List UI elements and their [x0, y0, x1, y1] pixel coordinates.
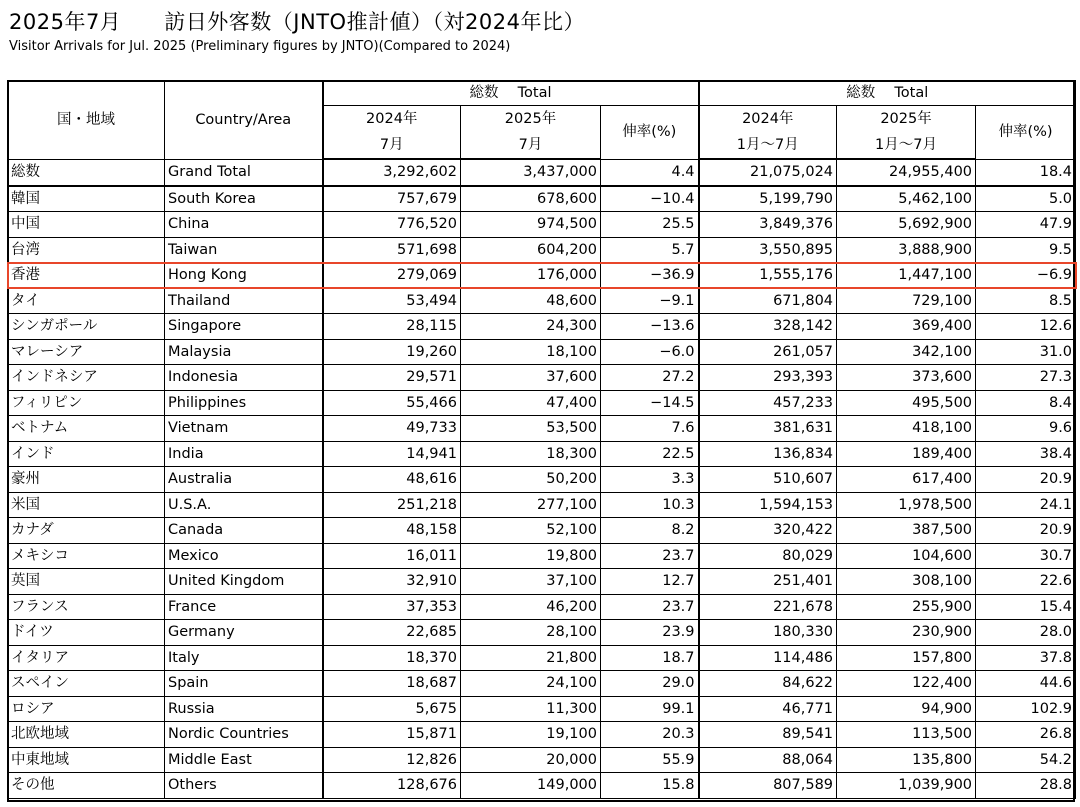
cell-2024-ytd: 381,631 — [699, 416, 837, 442]
cell-2025-ytd: 1,447,100 — [837, 263, 976, 289]
cell-2025-month: 48,600 — [461, 288, 601, 314]
cell-growth-month: 8.2 — [601, 518, 699, 544]
cell-growth-ytd: 54.2 — [976, 747, 1076, 773]
cell-2024-month: 37,353 — [323, 594, 461, 620]
cell-region-jp: マレーシア — [8, 339, 165, 365]
table-row — [8, 441, 1076, 467]
cell-2024-ytd: 46,771 — [699, 696, 837, 722]
cell-2024-ytd: 21,075,024 — [699, 159, 837, 186]
cell-region-en: China — [165, 212, 323, 238]
cell-growth-month: 22.5 — [601, 441, 699, 467]
cell-region-en: Taiwan — [165, 237, 323, 263]
cell-growth-ytd: 8.4 — [976, 390, 1076, 416]
cell-2025-ytd: 255,900 — [837, 594, 976, 620]
cell-2024-month: 19,260 — [323, 339, 461, 365]
cell-2025-ytd: 495,500 — [837, 390, 976, 416]
cell-2024-month: 28,115 — [323, 314, 461, 340]
table-row — [8, 288, 1076, 314]
cell-2025-ytd: 387,500 — [837, 518, 976, 544]
cell-growth-month: 29.0 — [601, 671, 699, 697]
cell-growth-ytd: 27.3 — [976, 365, 1076, 391]
cell-2024-month: 18,370 — [323, 645, 461, 671]
cell-2025-ytd: 369,400 — [837, 314, 976, 340]
table-row — [8, 263, 1076, 289]
cell-growth-month: 55.9 — [601, 747, 699, 773]
cell-growth-month: 23.7 — [601, 594, 699, 620]
cell-2024-month: 16,011 — [323, 543, 461, 569]
cell-region-en: Hong Kong — [165, 263, 323, 289]
cell-growth-month: −14.5 — [601, 390, 699, 416]
cell-growth-ytd: 20.9 — [976, 467, 1076, 493]
cell-2025-ytd: 5,462,100 — [837, 186, 976, 212]
header-group-ytd: 総数 Total — [699, 81, 1076, 106]
cell-region-jp: 米国 — [8, 492, 165, 518]
table-body — [8, 159, 1076, 798]
cell-growth-month: 5.7 — [601, 237, 699, 263]
cell-2025-month: 18,100 — [461, 339, 601, 365]
cell-2025-month: 24,100 — [461, 671, 601, 697]
table-row — [8, 159, 1076, 186]
cell-2025-ytd: 157,800 — [837, 645, 976, 671]
cell-region-en: Thailand — [165, 288, 323, 314]
cell-2025-month: 11,300 — [461, 696, 601, 722]
cell-growth-ytd: 28.8 — [976, 773, 1076, 799]
cell-region-en: Italy — [165, 645, 323, 671]
cell-2025-month: 18,300 — [461, 441, 601, 467]
cell-2025-ytd: 230,900 — [837, 620, 976, 646]
cell-growth-month: 3.3 — [601, 467, 699, 493]
cell-2024-ytd: 671,804 — [699, 288, 837, 314]
header-2024-month: 2024年 — [323, 106, 461, 133]
cell-2025-month: 37,600 — [461, 365, 601, 391]
cell-region-jp: ロシア — [8, 696, 165, 722]
cell-region-jp: カナダ — [8, 518, 165, 544]
cell-region-jp: インドネシア — [8, 365, 165, 391]
cell-2025-month: 24,300 — [461, 314, 601, 340]
table-row — [8, 594, 1076, 620]
cell-growth-month: 25.5 — [601, 212, 699, 238]
cell-2024-month: 55,466 — [323, 390, 461, 416]
cell-2025-ytd: 729,100 — [837, 288, 976, 314]
cell-2025-month: 20,000 — [461, 747, 601, 773]
cell-2025-ytd: 104,600 — [837, 543, 976, 569]
cell-2024-month: 15,871 — [323, 722, 461, 748]
cell-region-en: Russia — [165, 696, 323, 722]
cell-2025-month: 176,000 — [461, 263, 601, 289]
cell-2025-month: 604,200 — [461, 237, 601, 263]
cell-2024-ytd: 114,486 — [699, 645, 837, 671]
cell-2024-month: 48,158 — [323, 518, 461, 544]
table-row — [8, 314, 1076, 340]
cell-growth-month: 10.3 — [601, 492, 699, 518]
cell-2024-month: 279,069 — [323, 263, 461, 289]
cell-2024-month: 571,698 — [323, 237, 461, 263]
cell-growth-month: −36.9 — [601, 263, 699, 289]
header-2024-month-sub: 7月 — [323, 132, 461, 159]
cell-2024-month: 3,292,602 — [323, 159, 461, 186]
header-region-en: Country/Area — [165, 81, 323, 160]
cell-2025-ytd: 135,800 — [837, 747, 976, 773]
cell-2025-month: 19,800 — [461, 543, 601, 569]
cell-2025-month: 46,200 — [461, 594, 601, 620]
cell-growth-ytd: 24.1 — [976, 492, 1076, 518]
cell-growth-ytd: 9.6 — [976, 416, 1076, 442]
cell-2024-ytd: 221,678 — [699, 594, 837, 620]
table-row — [8, 492, 1076, 518]
cell-2025-month: 21,800 — [461, 645, 601, 671]
cell-growth-ytd: 28.0 — [976, 620, 1076, 646]
cell-2024-month: 251,218 — [323, 492, 461, 518]
cell-growth-ytd: 102.9 — [976, 696, 1076, 722]
header-2025-ytd-sub: 1月～7月 — [837, 132, 976, 159]
cell-growth-ytd: 15.4 — [976, 594, 1076, 620]
cell-2024-month: 757,679 — [323, 186, 461, 212]
cell-growth-ytd: 30.7 — [976, 543, 1076, 569]
cell-2024-ytd: 320,422 — [699, 518, 837, 544]
cell-region-en: Middle East — [165, 747, 323, 773]
cell-region-jp: その他 — [8, 773, 165, 799]
table-row — [8, 773, 1076, 799]
cell-2024-month: 22,685 — [323, 620, 461, 646]
cell-2025-month: 28,100 — [461, 620, 601, 646]
cell-growth-ytd: 44.6 — [976, 671, 1076, 697]
cell-2025-ytd: 189,400 — [837, 441, 976, 467]
cell-region-en: Germany — [165, 620, 323, 646]
table-row — [8, 518, 1076, 544]
cell-2025-ytd: 373,600 — [837, 365, 976, 391]
cell-2025-month: 149,000 — [461, 773, 601, 799]
cell-growth-month: −6.0 — [601, 339, 699, 365]
cell-growth-month: 20.3 — [601, 722, 699, 748]
cell-region-jp: 香港 — [8, 263, 165, 289]
cell-region-jp: ベトナム — [8, 416, 165, 442]
cell-region-en: U.S.A. — [165, 492, 323, 518]
cell-2024-ytd: 84,622 — [699, 671, 837, 697]
cell-2024-ytd: 3,849,376 — [699, 212, 837, 238]
cell-2024-month: 49,733 — [323, 416, 461, 442]
table-row — [8, 237, 1076, 263]
cell-2025-ytd: 342,100 — [837, 339, 976, 365]
cell-growth-ytd: 5.0 — [976, 186, 1076, 212]
cell-region-en: South Korea — [165, 186, 323, 212]
cell-region-en: United Kingdom — [165, 569, 323, 595]
table-row — [8, 365, 1076, 391]
cell-2024-ytd: 510,607 — [699, 467, 837, 493]
cell-2025-month: 47,400 — [461, 390, 601, 416]
cell-growth-ytd: 8.5 — [976, 288, 1076, 314]
cell-2024-ytd: 261,057 — [699, 339, 837, 365]
cell-growth-month: 15.8 — [601, 773, 699, 799]
cell-region-jp: 韓国 — [8, 186, 165, 212]
cell-region-en: Others — [165, 773, 323, 799]
cell-2024-ytd: 457,233 — [699, 390, 837, 416]
cell-region-jp: 中東地域 — [8, 747, 165, 773]
cell-2024-ytd: 80,029 — [699, 543, 837, 569]
cell-region-en: Australia — [165, 467, 323, 493]
cell-2025-ytd: 94,900 — [837, 696, 976, 722]
cell-2025-month: 37,100 — [461, 569, 601, 595]
table-row — [8, 186, 1076, 212]
cell-growth-month: 23.9 — [601, 620, 699, 646]
cell-growth-ytd: 38.4 — [976, 441, 1076, 467]
header-group-month: 総数 Total — [323, 81, 699, 106]
header-growth-ytd: 伸率(%) — [976, 106, 1076, 160]
cell-region-jp: フィリピン — [8, 390, 165, 416]
visitor-arrivals-table — [7, 80, 1076, 799]
cell-region-jp: インド — [8, 441, 165, 467]
cell-growth-month: 4.4 — [601, 159, 699, 186]
cell-2024-month: 14,941 — [323, 441, 461, 467]
cell-region-en: Canada — [165, 518, 323, 544]
cell-region-jp: シンガポール — [8, 314, 165, 340]
table-row — [8, 620, 1076, 646]
table-row — [8, 390, 1076, 416]
cell-2024-ytd: 1,555,176 — [699, 263, 837, 289]
cell-2025-month: 3,437,000 — [461, 159, 601, 186]
cell-2025-month: 19,100 — [461, 722, 601, 748]
cell-2025-ytd: 3,888,900 — [837, 237, 976, 263]
cell-region-en: Singapore — [165, 314, 323, 340]
cell-2024-ytd: 5,199,790 — [699, 186, 837, 212]
cell-2025-month: 50,200 — [461, 467, 601, 493]
cell-2024-ytd: 136,834 — [699, 441, 837, 467]
cell-region-jp: 英国 — [8, 569, 165, 595]
cell-growth-ytd: 18.4 — [976, 159, 1076, 186]
table-row — [8, 339, 1076, 365]
cell-region-en: Philippines — [165, 390, 323, 416]
header-region-jp: 国・地域 — [8, 81, 165, 160]
cell-2025-ytd: 122,400 — [837, 671, 976, 697]
cell-2025-month: 974,500 — [461, 212, 601, 238]
header-2024-ytd: 2024年 — [699, 106, 837, 133]
cell-region-jp: メキシコ — [8, 543, 165, 569]
cell-2025-month: 277,100 — [461, 492, 601, 518]
cell-2024-ytd: 293,393 — [699, 365, 837, 391]
cell-region-en: France — [165, 594, 323, 620]
cell-2024-month: 776,520 — [323, 212, 461, 238]
cell-region-jp: 台湾 — [8, 237, 165, 263]
cell-2024-ytd: 1,594,153 — [699, 492, 837, 518]
cell-2024-ytd: 3,550,895 — [699, 237, 837, 263]
cell-2025-month: 678,600 — [461, 186, 601, 212]
table-row — [8, 696, 1076, 722]
cell-2025-ytd: 1,039,900 — [837, 773, 976, 799]
table-row — [8, 416, 1076, 442]
cell-2024-ytd: 180,330 — [699, 620, 837, 646]
cell-growth-ytd: 31.0 — [976, 339, 1076, 365]
cell-2024-month: 48,616 — [323, 467, 461, 493]
cell-region-jp: スペイン — [8, 671, 165, 697]
cell-region-jp: ドイツ — [8, 620, 165, 646]
cell-growth-ytd: −6.9 — [976, 263, 1076, 289]
cell-growth-month: 99.1 — [601, 696, 699, 722]
cell-2024-month: 12,826 — [323, 747, 461, 773]
page-title: 2025年7月 訪日外客数（JNTO推計値）（対2024年比） — [9, 10, 586, 34]
cell-2025-ytd: 113,500 — [837, 722, 976, 748]
cell-2025-month: 52,100 — [461, 518, 601, 544]
cell-2025-ytd: 1,978,500 — [837, 492, 976, 518]
cell-2024-ytd: 328,142 — [699, 314, 837, 340]
cell-growth-ytd: 20.9 — [976, 518, 1076, 544]
cell-region-jp: 豪州 — [8, 467, 165, 493]
cell-region-jp: フランス — [8, 594, 165, 620]
cell-growth-ytd: 37.8 — [976, 645, 1076, 671]
cell-region-en: Malaysia — [165, 339, 323, 365]
cell-growth-ytd: 47.9 — [976, 212, 1076, 238]
header-2024-ytd-sub: 1月～7月 — [699, 132, 837, 159]
cell-region-jp: イタリア — [8, 645, 165, 671]
cell-growth-month: 12.7 — [601, 569, 699, 595]
cell-region-jp: 北欧地域 — [8, 722, 165, 748]
cell-region-en: Vietnam — [165, 416, 323, 442]
cell-growth-month: −10.4 — [601, 186, 699, 212]
cell-region-en: India — [165, 441, 323, 467]
cell-region-en: Indonesia — [165, 365, 323, 391]
cell-region-en: Spain — [165, 671, 323, 697]
cell-region-jp: 総数 — [8, 159, 165, 186]
header-growth-month: 伸率(%) — [601, 106, 699, 160]
cell-growth-month: −13.6 — [601, 314, 699, 340]
cell-region-en: Mexico — [165, 543, 323, 569]
cell-growth-ytd: 12.6 — [976, 314, 1076, 340]
header-2025-month-sub: 7月 — [461, 132, 601, 159]
cell-2025-ytd: 418,100 — [837, 416, 976, 442]
table-row — [8, 212, 1076, 238]
table-row — [8, 467, 1076, 493]
cell-2024-ytd: 88,064 — [699, 747, 837, 773]
cell-2024-ytd: 89,541 — [699, 722, 837, 748]
table-row — [8, 569, 1076, 595]
cell-growth-month: 27.2 — [601, 365, 699, 391]
cell-2025-ytd: 308,100 — [837, 569, 976, 595]
table-row — [8, 543, 1076, 569]
table-row — [8, 747, 1076, 773]
cell-2024-month: 53,494 — [323, 288, 461, 314]
cell-2024-month: 32,910 — [323, 569, 461, 595]
cell-region-jp: 中国 — [8, 212, 165, 238]
cell-region-en: Nordic Countries — [165, 722, 323, 748]
page-subtitle: Visitor Arrivals for Jul. 2025 (Preliminary figures by JNTO)(Compared to 2024) — [9, 39, 511, 54]
header-2025-month: 2025年 — [461, 106, 601, 133]
cell-growth-month: −9.1 — [601, 288, 699, 314]
cell-region-en: Grand Total — [165, 159, 323, 186]
cell-2025-month: 53,500 — [461, 416, 601, 442]
cell-2024-month: 128,676 — [323, 773, 461, 799]
cell-2025-ytd: 24,955,400 — [837, 159, 976, 186]
table-row — [8, 671, 1076, 697]
cell-2024-ytd: 251,401 — [699, 569, 837, 595]
cell-2025-ytd: 5,692,900 — [837, 212, 976, 238]
cell-2025-ytd: 617,400 — [837, 467, 976, 493]
cell-2024-month: 29,571 — [323, 365, 461, 391]
cell-region-jp: タイ — [8, 288, 165, 314]
cell-2024-ytd: 807,589 — [699, 773, 837, 799]
cell-growth-month: 18.7 — [601, 645, 699, 671]
header-2025-ytd: 2025年 — [837, 106, 976, 133]
cell-growth-ytd: 9.5 — [976, 237, 1076, 263]
table-row — [8, 645, 1076, 671]
cell-growth-ytd: 26.8 — [976, 722, 1076, 748]
cell-growth-month: 7.6 — [601, 416, 699, 442]
cell-growth-ytd: 22.6 — [976, 569, 1076, 595]
cell-growth-month: 23.7 — [601, 543, 699, 569]
cell-2024-month: 18,687 — [323, 671, 461, 697]
table-row — [8, 722, 1076, 748]
cell-2024-month: 5,675 — [323, 696, 461, 722]
